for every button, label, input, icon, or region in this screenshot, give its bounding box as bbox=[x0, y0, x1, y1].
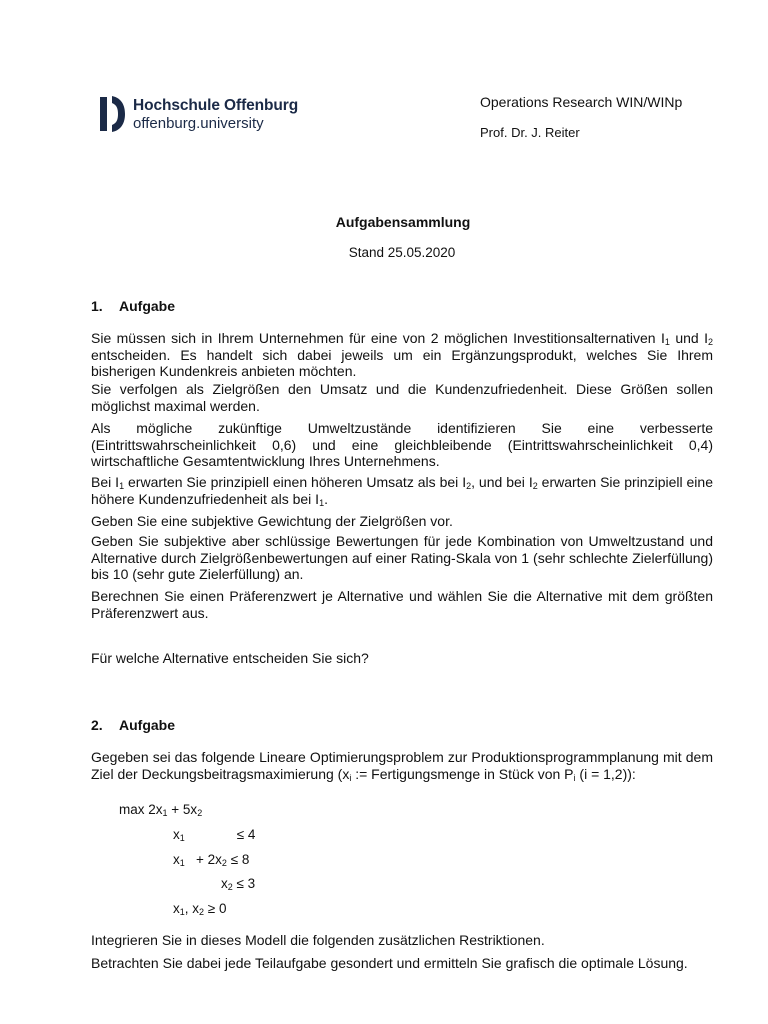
university-logo bbox=[100, 94, 298, 134]
constraint-1 bbox=[173, 827, 255, 844]
task-1-number: 1. bbox=[91, 298, 103, 314]
professor-name: Prof. Dr. J. Reiter bbox=[480, 125, 580, 140]
logo-name: Hochschule Offenburg bbox=[133, 96, 299, 114]
text-run: , und bei I bbox=[471, 474, 533, 490]
subscript: 2 bbox=[197, 808, 203, 818]
text-run: x bbox=[173, 827, 180, 842]
question-text: Für welche Alternative entscheiden Sie sich? bbox=[91, 650, 369, 666]
task-1-paragraph-7 bbox=[91, 588, 713, 621]
text-run: ≥ 0 bbox=[204, 901, 227, 916]
subscript: 2 bbox=[199, 907, 205, 917]
text-run: erwarten Sie prinzipiell einen höheren Umsatz als bei I bbox=[124, 474, 467, 490]
paragraph-text: Geben Sie subjektive aber schlüssige Bewertungen für jede Kombination von Umweltzustand und Alternative durch Zielgrößenbewertungen auf einer Rating-Skala von 1 (sehr schlechte Zielerfüllung) bis 10 (sehr gute Zielerfüllung) an. bbox=[91, 533, 713, 582]
text-run: Sie müssen sich in Ihrem Unternehmen für eine von 2 möglichen Investitionsalternativen I bbox=[91, 330, 665, 346]
task-2-heading bbox=[91, 717, 713, 734]
document-date: Stand 25.05.2020 bbox=[348, 245, 456, 260]
subscript: 1 bbox=[119, 481, 125, 491]
subscript: 2 bbox=[227, 882, 233, 892]
task-2-paragraph-1 bbox=[91, 932, 713, 949]
task-1-title: Aufgabe bbox=[119, 298, 175, 314]
text-run: max 2x bbox=[119, 802, 163, 817]
subscript: 1 bbox=[319, 497, 325, 508]
paragraph-text: Betrachten Sie dabei jede Teilaufgabe gesondert und ermitteln Sie grafisch die optimale Lösung. bbox=[91, 955, 688, 971]
task-2-number: 2. bbox=[91, 717, 103, 733]
task-1-paragraph-4 bbox=[91, 474, 713, 507]
course-title: Operations Research WIN/WINp bbox=[480, 94, 683, 110]
logo-subtitle: offenburg.university bbox=[133, 114, 264, 132]
subscript: i bbox=[573, 772, 576, 783]
text-run: Bei I bbox=[91, 474, 120, 490]
task-2-title: Aufgabe bbox=[119, 717, 175, 733]
subscript: 2 bbox=[466, 481, 472, 491]
paragraph-text: Als mögliche zukünftige Umweltzustände identifizieren Sie eine verbesserte (Eintrittswahrscheinlichkeit 0,6) und eine gleichbleibende (Eintrittswahrscheinlichkeit 0,4) wirtschaftliche Gesamtentwicklung Ihres Unternehmens. bbox=[91, 420, 713, 469]
task-1-paragraph-6 bbox=[91, 533, 713, 583]
text-run: := Fertigungsmenge in Stück von P bbox=[351, 765, 574, 782]
university-logo-mark-icon bbox=[100, 94, 126, 134]
text-run: ≤ 4 bbox=[236, 827, 256, 842]
text-run: x bbox=[221, 876, 228, 891]
paragraph-text: Geben Sie eine subjektive Gewichtung der Zielgrößen vor. bbox=[91, 513, 453, 529]
task-2-paragraph-2 bbox=[91, 955, 713, 972]
non-negativity-constraint bbox=[173, 901, 226, 918]
text-run: erwarten Sie prinzipiell eine höhere Kundenzufriedenheit als bei I bbox=[91, 474, 713, 507]
subscript: 1 bbox=[664, 337, 670, 347]
task-1-heading-block bbox=[91, 298, 713, 315]
task-1-paragraph-5 bbox=[91, 513, 713, 530]
subscript: i bbox=[349, 772, 352, 783]
subscript: 2 bbox=[221, 858, 227, 868]
constraint-3 bbox=[221, 876, 255, 893]
task-1-paragraph-3 bbox=[91, 420, 713, 470]
text-run: ≤ 8 bbox=[226, 852, 250, 867]
task-1-paragraph-2 bbox=[91, 381, 713, 414]
document-title: Aufgabensammlung bbox=[335, 214, 471, 230]
paragraph-text: Sie verfolgen als Zielgrößen den Umsatz und die Kundenzufriedenheit. Diese Größen sollen möglichst maximal werden. bbox=[91, 381, 713, 414]
text-run: , x bbox=[184, 901, 200, 916]
text-run: x bbox=[173, 852, 180, 867]
task-1-heading bbox=[91, 298, 713, 315]
subscript: 1 bbox=[179, 907, 185, 917]
subscript: 1 bbox=[179, 833, 185, 843]
text-run: (i = 1,2)): bbox=[575, 765, 636, 782]
text-run: + 5x bbox=[167, 802, 198, 817]
text-run: + 2x bbox=[184, 852, 222, 867]
task-2-intro bbox=[91, 749, 713, 782]
subscript: 1 bbox=[179, 858, 185, 868]
text-run: . bbox=[324, 490, 328, 507]
task-2-heading-block bbox=[91, 717, 713, 734]
text-run: Gegeben sei das folgende Lineare Optimierungsproblem zur Produktionsprogrammplanung mit dem Ziel der Deckungsbeitragsmaximierung (x bbox=[91, 749, 713, 782]
task-1-question bbox=[91, 650, 713, 667]
objective-function bbox=[119, 802, 202, 819]
text-run: ≤ 3 bbox=[232, 876, 256, 891]
subscript: 2 bbox=[707, 337, 713, 347]
task-1-paragraph-1 bbox=[91, 330, 713, 380]
subscript: 2 bbox=[532, 481, 538, 491]
paragraph-text: Integrieren Sie in dieses Modell die folgenden zusätzlichen Restriktionen. bbox=[91, 932, 545, 948]
text-run: entscheiden. Es handelt sich dabei jeweils um ein Ergänzungsprodukt, welches Sie Ihrem bisherigen Kundenkreis anbieten möchten. bbox=[91, 346, 713, 379]
text-run: und I bbox=[669, 330, 708, 346]
paragraph-text: Berechnen Sie einen Präferenzwert je Alternative und wählen Sie die Alternative mit dem größten Präferenzwert aus. bbox=[91, 588, 713, 621]
text-run: x bbox=[173, 901, 180, 916]
subscript: 1 bbox=[162, 808, 168, 818]
constraint-2 bbox=[173, 852, 249, 869]
